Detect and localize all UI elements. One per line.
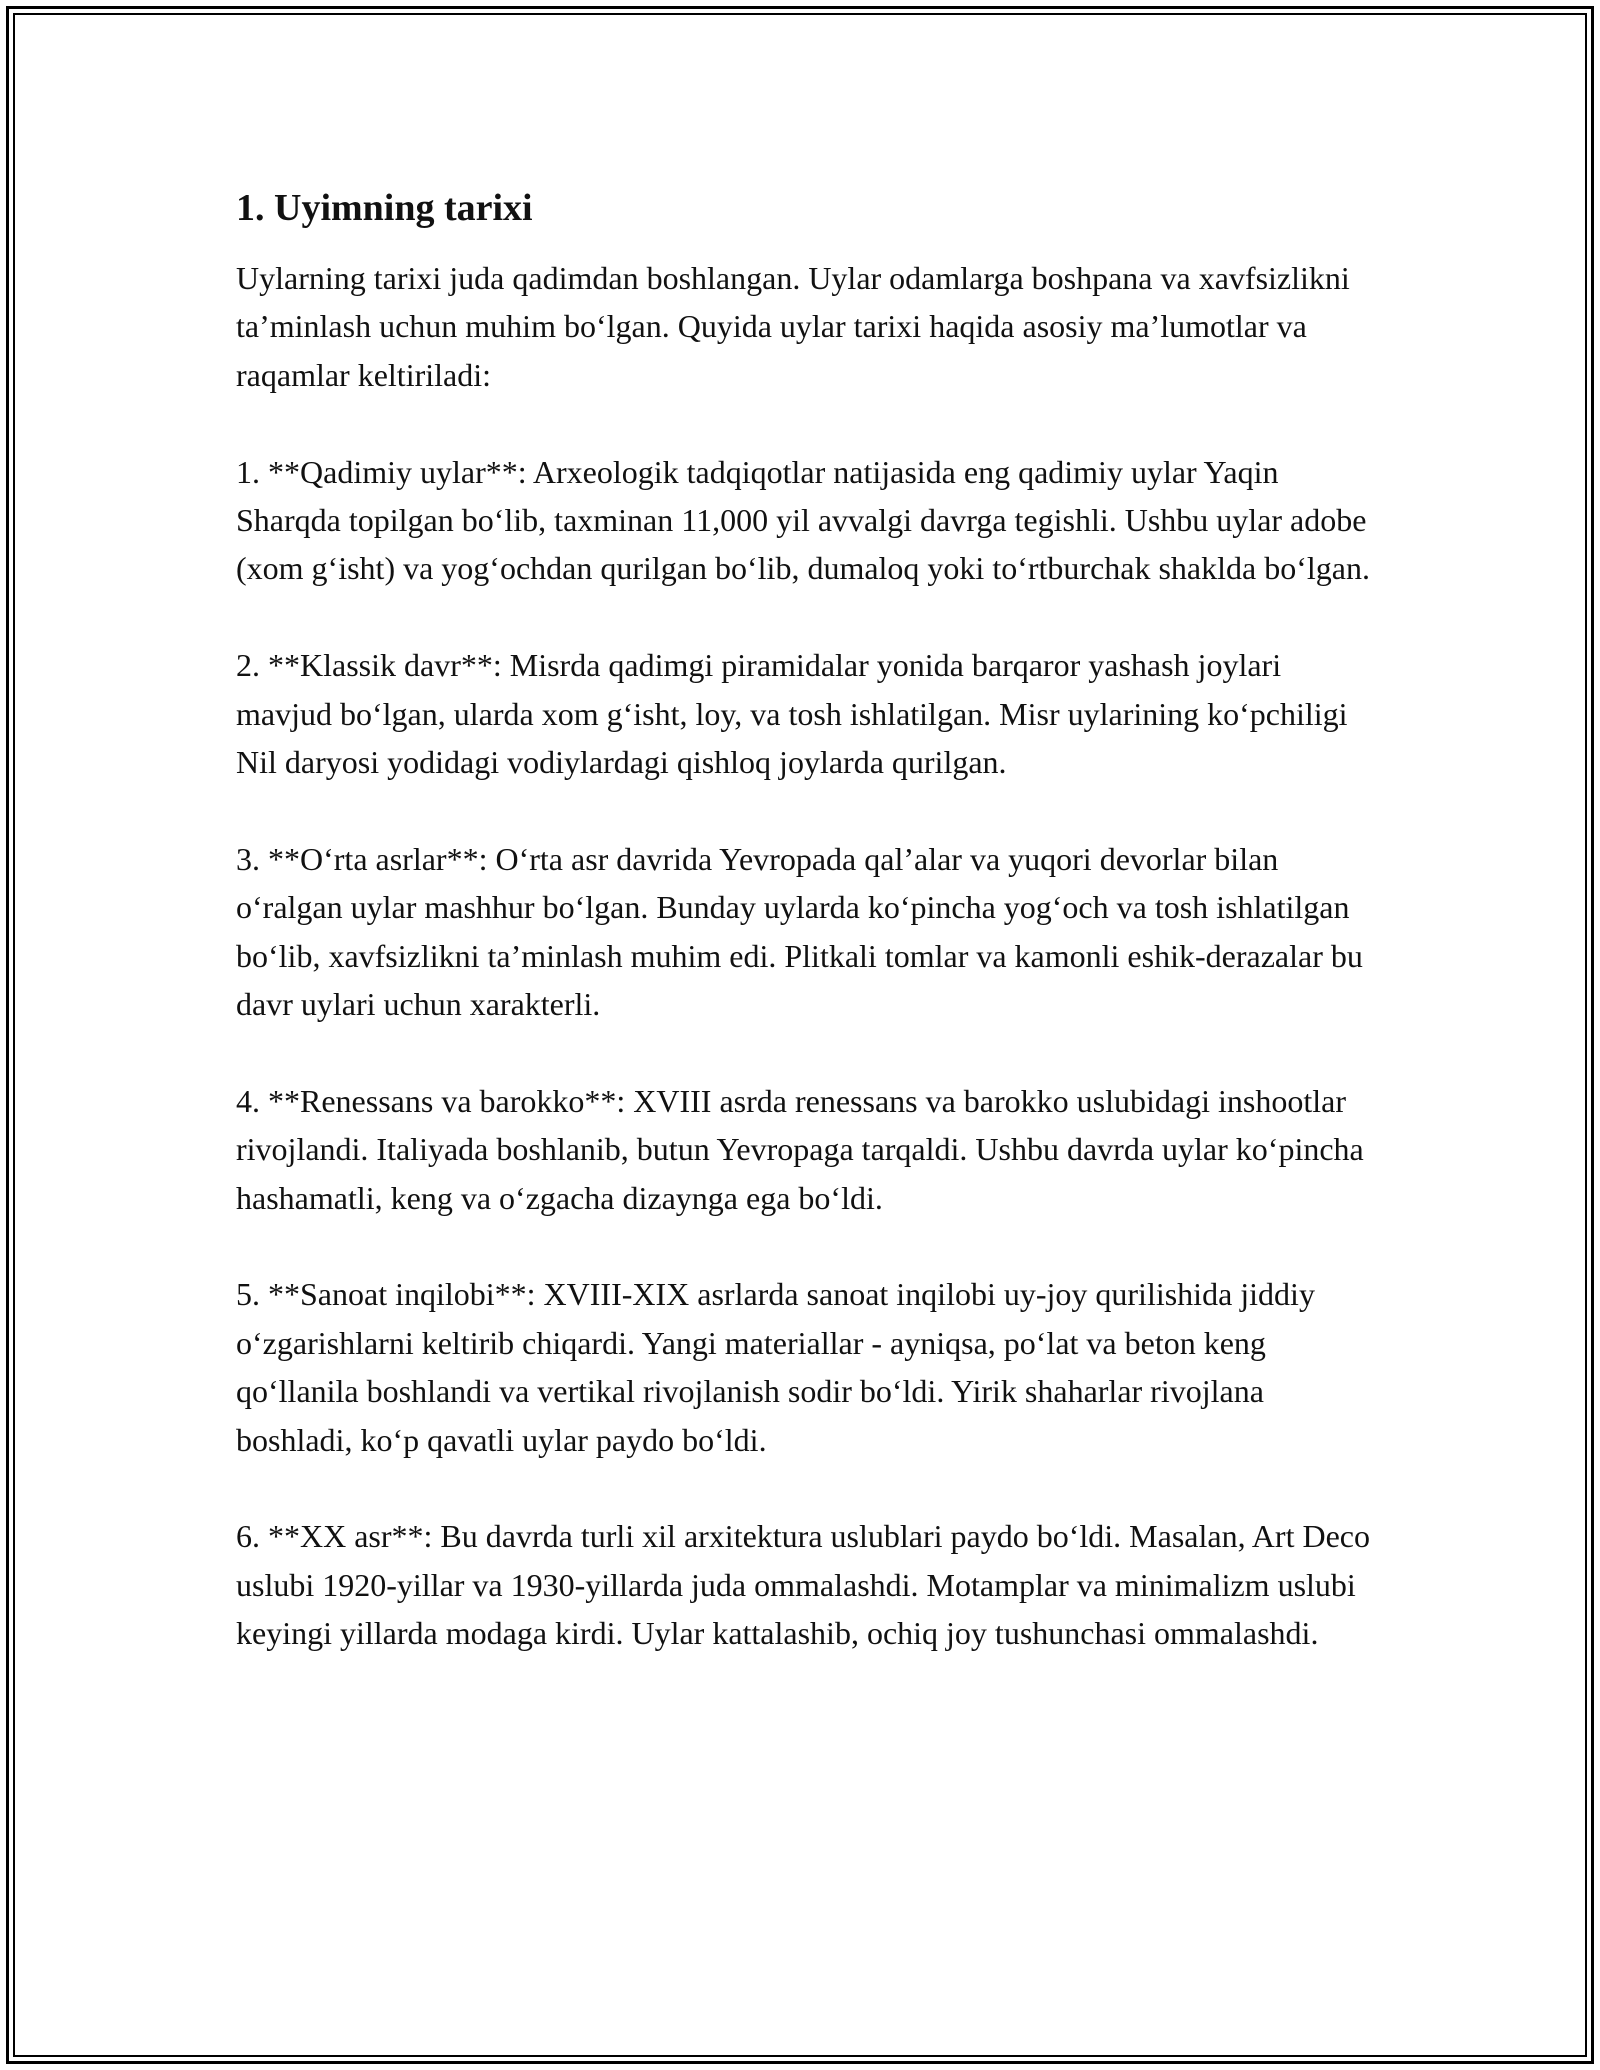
list-item: 5. **Sanoat inqilobi**: XVIII-XIX asrlarda sanoat inqilobi uy-joy qurilishida jiddiy o‘zgarishlarni keltirib chiqardi. Yangi materiallar - ayniqsa, po‘lat va beton keng qo‘llanila boshlandi va vertikal rivojlanish sodir bo‘ldi. Yirik shaharlar rivojlana boshladi, ko‘p qavatli uylar paydo bo‘ldi. [236,1276,1315,1458]
list-item: 2. **Klassik davr**: Misrda qadimgi piramidalar yonida barqaror yashash joylari mavjud bo‘lgan, ularda xom g‘isht, loy, va tosh ishlatilgan. Misr uylarining ko‘pchiligi Nil daryosi yodidagi vodiylardagi qishloq joylarda qurilgan. [236,647,1348,781]
intro-paragraph: Uylarning tarixi juda qadimdan boshlangan. Uylar odamlarga boshpana va xavfsizlikni ta’minlash uchun muhim bo‘lgan. Quyida uylar tarixi haqida asosiy ma’lumotlar va raqamlar keltiriladi: [236,260,1350,393]
list-item: 6. **XX asr**: Bu davrda turli xil arxitektura uslublari paydo bo‘ldi. Masalan, Art Deco uslubi 1920-yillar va 1930-yillarda juda ommalashdi. Motamplar va minimalizm uslubi keyingi yillarda modaga kirdi. Uylar kattalashib, ochiq joy tushunchasi ommalashdi. [236,1518,1370,1652]
document-body [236,184,1381,1706]
section-heading: 1. Uyimning tarixi [236,187,533,229]
list-item: 1. **Qadimiy uylar**: Arxeologik tadqiqotlar natijasida eng qadimiy uylar Yaqin Sharqda topilgan bo‘lib, taxminan 11,000 yil avvalgi davrga tegishli. Ushbu uylar adobe (xom g‘isht) va yog‘ochdan qurilgan bo‘lib, dumaloq yoki to‘rtburchak shaklda bo‘lgan. [236,453,1370,587]
list-item: 4. **Renessans va barokko**: XVIII asrda renessans va barokko uslubidagi inshootlar rivojlandi. Italiyada boshlanib, butun Yevropaga tarqaldi. Ushbu davrda uylar ko‘pincha hashamatli, keng va o‘zgacha dizaynga ega bo‘ldi. [236,1082,1364,1216]
list-item: 3. **O‘rta asrlar**: O‘rta asr davrida Yevropada qal’alar va yuqori devorlar bilan o‘ralgan uylar mashhur bo‘lgan. Bunday uylarda ko‘pincha yog‘och va tosh ishlatilgan bo‘lib, xavfsizlikni ta’minlash muhim edi. Plitkali tomlar va kamonli eshik-derazalar bu davr uylari uchun xarakterli. [236,840,1363,1023]
